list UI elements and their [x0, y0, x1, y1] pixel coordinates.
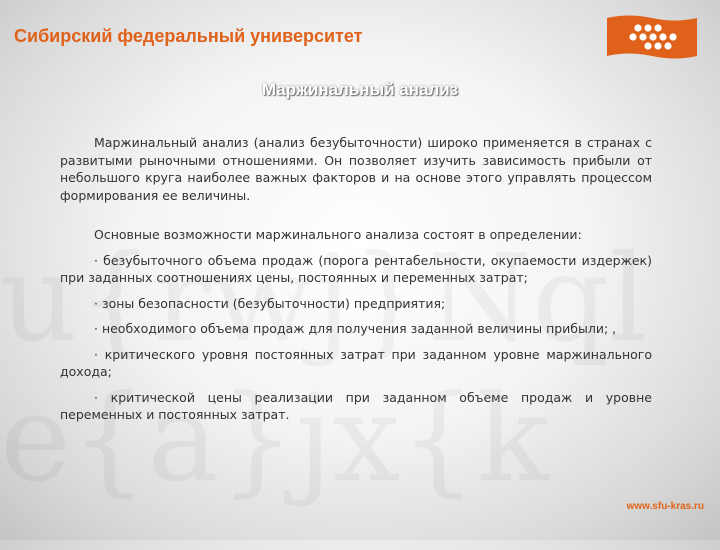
list-item: · зоны безопасности (безубыточности) предприятия;: [94, 295, 446, 311]
slide-title: Маржинальный анализ: [261, 80, 459, 99]
university-name: Сибирский федеральный университет: [14, 26, 363, 46]
list-item: · критической цены реализации при заданном объеме продаж и уровне переменных и постоянных затрат.: [60, 389, 652, 422]
slide-content: [60, 134, 652, 424]
website-link[interactable]: www.sfu-kras.ru: [626, 501, 704, 512]
list-item: · безубыточного объема продаж (порога рентабельности, окупаемости издержек) при заданных соотношениях цены, постоянных и переменных затрат;: [60, 252, 652, 285]
university-logo-icon: [603, 12, 701, 62]
capabilities-heading: Основные возможности маржинального анализа состоят в определении:: [94, 227, 582, 242]
intro-paragraph: Маржинальный анализ (анализ безубыточности) широко применяется в странах с развитыми рыночными отношениями. Он позволяет изучить зависимость прибыли от небольшого круга наиболее важных факторов и на основе этого управлять процессом формирования ее величины.: [60, 135, 652, 203]
list-item: · критического уровня постоянных затрат при заданном уровне маржинального дохода;: [60, 346, 652, 379]
list-item: · необходимого объема продаж для получения заданной величины прибыли; ,: [94, 321, 617, 336]
